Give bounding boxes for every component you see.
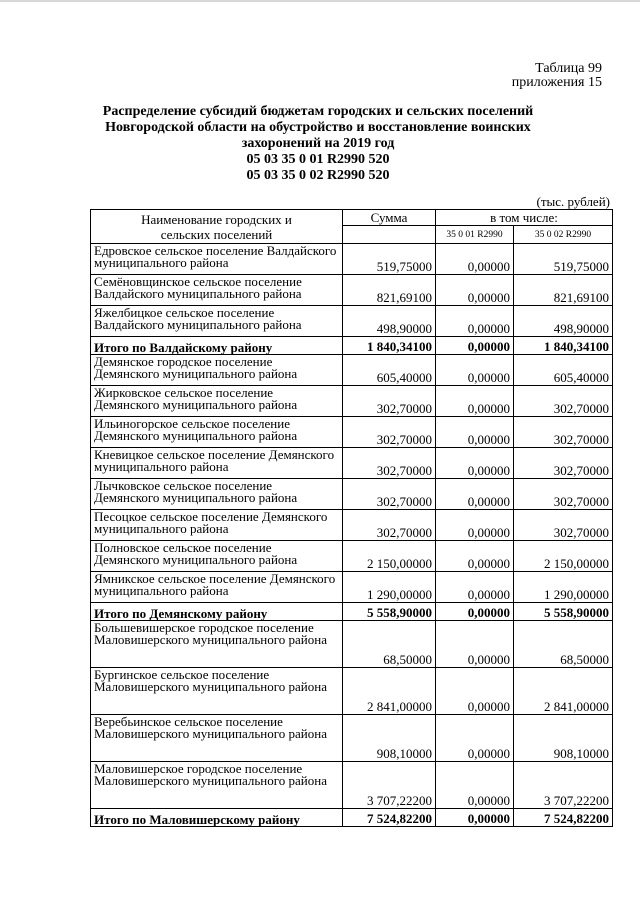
header-sum-blank	[343, 226, 436, 244]
row-sub-1: 0,00000	[436, 621, 514, 668]
row-name: Большевишерское городское поселение Маловишерского муниципального района	[91, 621, 343, 668]
row-sub-1: 0,00000	[436, 306, 514, 337]
header-sub-1: 35 0 01 R2990	[436, 226, 514, 244]
table-row	[91, 275, 613, 306]
row-sub-2: 302,70000	[514, 417, 613, 448]
table-row	[91, 244, 613, 275]
total-row	[91, 809, 613, 827]
row-sub-2: 2 150,00000	[514, 541, 613, 572]
row-sub-1: 0,00000	[436, 417, 514, 448]
row-sub-2: 2 841,00000	[514, 668, 613, 715]
row-sub-1: 0,00000	[436, 762, 514, 809]
row-sub-1: 0,00000	[436, 337, 514, 355]
row-sum: 7 524,82200	[343, 809, 436, 827]
row-sub-2: 302,70000	[514, 448, 613, 479]
table-body	[91, 244, 613, 827]
row-sub-2: 498,90000	[514, 306, 613, 337]
row-sum: 302,70000	[343, 417, 436, 448]
row-sum: 68,50000	[343, 621, 436, 668]
row-name: Итого по Демянскому району	[91, 603, 343, 621]
row-sub-2: 1 290,00000	[514, 572, 613, 603]
row-sub-1: 0,00000	[436, 715, 514, 762]
row-sub-2: 302,70000	[514, 479, 613, 510]
row-name: Кневицкое сельское поселение Демянского муниципального района	[91, 448, 343, 479]
row-sub-1: 0,00000	[436, 603, 514, 621]
row-sum: 498,90000	[343, 306, 436, 337]
row-sum: 302,70000	[343, 479, 436, 510]
row-sub-1: 0,00000	[436, 479, 514, 510]
row-sum: 2 150,00000	[343, 541, 436, 572]
row-sum: 605,40000	[343, 355, 436, 386]
table-row	[91, 386, 613, 417]
subsidy-table	[90, 209, 613, 827]
row-sum: 908,10000	[343, 715, 436, 762]
budget-code-2: 05 03 35 0 02 R2990 520	[246, 168, 390, 183]
row-sub-1: 0,00000	[436, 355, 514, 386]
document-title-block	[94, 104, 542, 184]
row-sum: 1 290,00000	[343, 572, 436, 603]
table-row	[91, 541, 613, 572]
table-row	[91, 479, 613, 510]
row-sum: 302,70000	[343, 386, 436, 417]
row-sub-2: 519,75000	[514, 244, 613, 275]
header-sub-2: 35 0 02 R2990	[514, 226, 613, 244]
row-sum: 302,70000	[343, 510, 436, 541]
row-sum: 2 841,00000	[343, 668, 436, 715]
table-row	[91, 417, 613, 448]
budget-code-1: 05 03 35 0 01 R2990 520	[246, 152, 390, 167]
table-row	[91, 306, 613, 337]
row-sum: 821,69100	[343, 275, 436, 306]
row-sub-2: 5 558,90000	[514, 603, 613, 621]
document-title: Распределение субсидий бюджетам городских и сельских поселений Новгородской области на обустройство и восстановление воинских захоронений на 2019 год	[102, 104, 534, 151]
header-sum: Сумма	[343, 210, 436, 226]
row-sub-2: 908,10000	[514, 715, 613, 762]
row-sub-2: 302,70000	[514, 386, 613, 417]
row-name: Маловишерское городское поселение Маловишерского муниципального района	[91, 762, 343, 809]
row-sub-2: 302,70000	[514, 510, 613, 541]
table-row	[91, 762, 613, 809]
row-sub-2: 3 707,22200	[514, 762, 613, 809]
table-row	[91, 510, 613, 541]
row-sub-1: 0,00000	[436, 541, 514, 572]
row-name: Ямникское сельское поселение Демянского муниципального района	[91, 572, 343, 603]
row-sub-2: 605,40000	[514, 355, 613, 386]
row-name: Итого по Маловишерскому району	[91, 809, 343, 827]
row-sub-2: 68,50000	[514, 621, 613, 668]
row-sum: 1 840,34100	[343, 337, 436, 355]
row-sub-1: 0,00000	[436, 275, 514, 306]
row-sub-1: 0,00000	[436, 386, 514, 417]
total-row	[91, 603, 613, 621]
row-name: Семёновщинское сельское поселение Валдайского муниципального района	[91, 275, 343, 306]
row-sum: 5 558,90000	[343, 603, 436, 621]
row-sum: 302,70000	[343, 448, 436, 479]
table-row	[91, 448, 613, 479]
row-name: Едровское сельское поселение Валдайского муниципального района	[91, 244, 343, 275]
row-sum: 519,75000	[343, 244, 436, 275]
row-name: Жирковское сельское поселение Демянского муниципального района	[91, 386, 343, 417]
table-reference	[512, 62, 602, 90]
header-including: в том числе:	[436, 210, 613, 226]
appendix-number: приложения 15	[511, 75, 602, 90]
row-sub-2: 7 524,82200	[514, 809, 613, 827]
scan-top-edge	[0, 0, 640, 2]
row-name: Итого по Валдайскому району	[91, 337, 343, 355]
row-name: Песоцкое сельское поселение Демянского муниципального района	[91, 510, 343, 541]
row-sub-1: 0,00000	[436, 668, 514, 715]
table-row	[91, 355, 613, 386]
row-name: Полновское сельское поселение Демянского муниципального района	[91, 541, 343, 572]
row-sub-1: 0,00000	[436, 809, 514, 827]
row-sum: 3 707,22200	[343, 762, 436, 809]
row-name: Лычковское сельское поселение Демянского муниципального района	[91, 479, 343, 510]
table-row	[91, 715, 613, 762]
table-number: Таблица 99	[535, 61, 602, 76]
table-row	[91, 572, 613, 603]
row-name: Яжелбицкое сельское поселение Валдайского муниципального района	[91, 306, 343, 337]
row-sub-2: 821,69100	[514, 275, 613, 306]
row-sub-1: 0,00000	[436, 448, 514, 479]
row-sub-1: 0,00000	[436, 244, 514, 275]
row-name: Веребьинское сельское поселение Маловишерского муниципального района	[91, 715, 343, 762]
row-name: Ильиногорское сельское поселение Демянского муниципального района	[91, 417, 343, 448]
header-name: Наименование городских и сельских поселений	[91, 210, 343, 244]
row-sub-1: 0,00000	[436, 572, 514, 603]
total-row	[91, 337, 613, 355]
row-name: Демянское городское поселение Демянского муниципального района	[91, 355, 343, 386]
row-name: Бургинское сельское поселение Маловишерского муниципального района	[91, 668, 343, 715]
units-label: (тыс. рублей)	[536, 194, 610, 209]
row-sub-2: 1 840,34100	[514, 337, 613, 355]
table-row	[91, 668, 613, 715]
table-row	[91, 621, 613, 668]
row-sub-1: 0,00000	[436, 510, 514, 541]
